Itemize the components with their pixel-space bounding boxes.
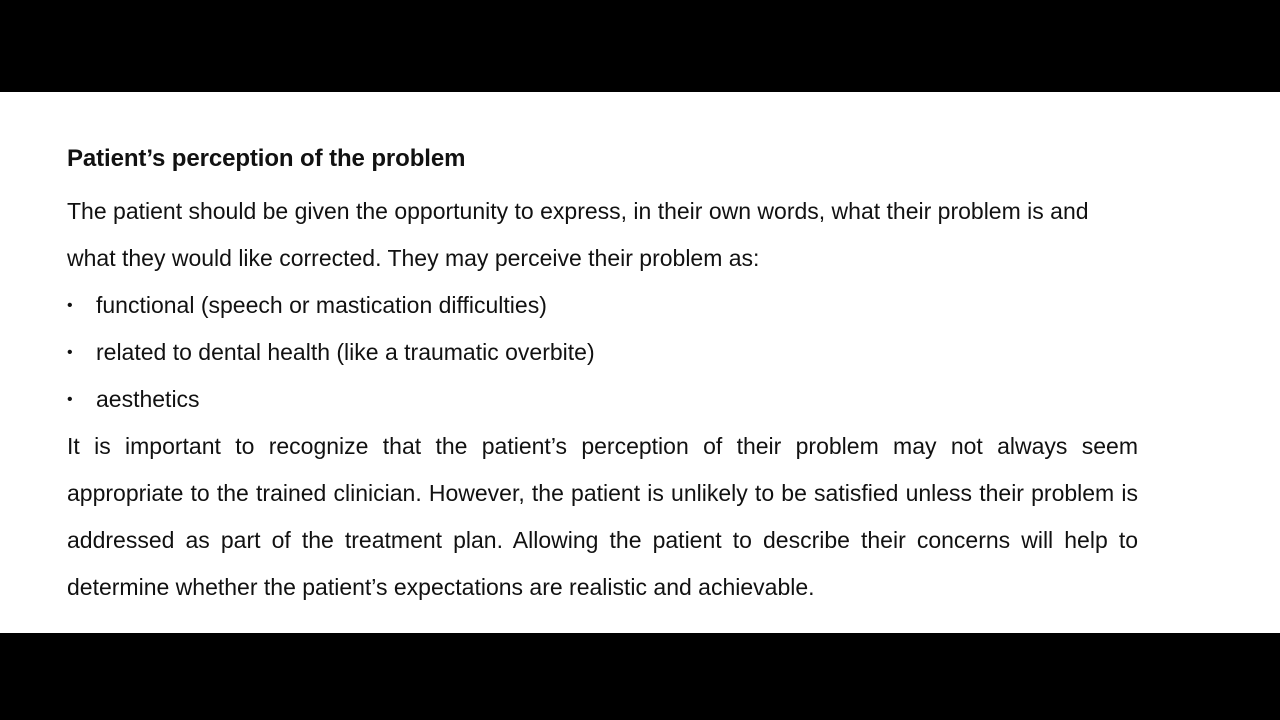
- section-heading: Patient’s perception of the problem: [67, 145, 466, 172]
- list-item: [67, 329, 1138, 376]
- intro-paragraph: The patient should be given the opportunity to express, in their own words, what their problem is and what they would like corrected. They may perceive their problem as:: [67, 198, 1089, 271]
- list-item-text: related to dental health (like a traumatic overbite): [96, 339, 595, 365]
- list-item: [67, 282, 1138, 329]
- bullet-icon: •: [67, 391, 73, 408]
- list-item-text: aesthetics: [96, 386, 200, 412]
- bullet-icon: •: [67, 344, 73, 361]
- document-page: [0, 92, 1280, 633]
- conclusion-paragraph: It is important to recognize that the patient’s perception of their problem may not always seem appropriate to the trained clinician. However, the patient is unlikely to be satisfied unless their problem is addressed as part of the treatment plan. Allowing the patient to describe their concerns will help to determine whether the patient’s expectations are realistic and achievable.: [67, 433, 1138, 600]
- perception-list: [67, 282, 1138, 423]
- bullet-icon: •: [67, 297, 73, 314]
- list-item: [67, 376, 1138, 423]
- list-item-text: functional (speech or mastication difficulties): [96, 292, 547, 318]
- document-content: [67, 144, 1138, 611]
